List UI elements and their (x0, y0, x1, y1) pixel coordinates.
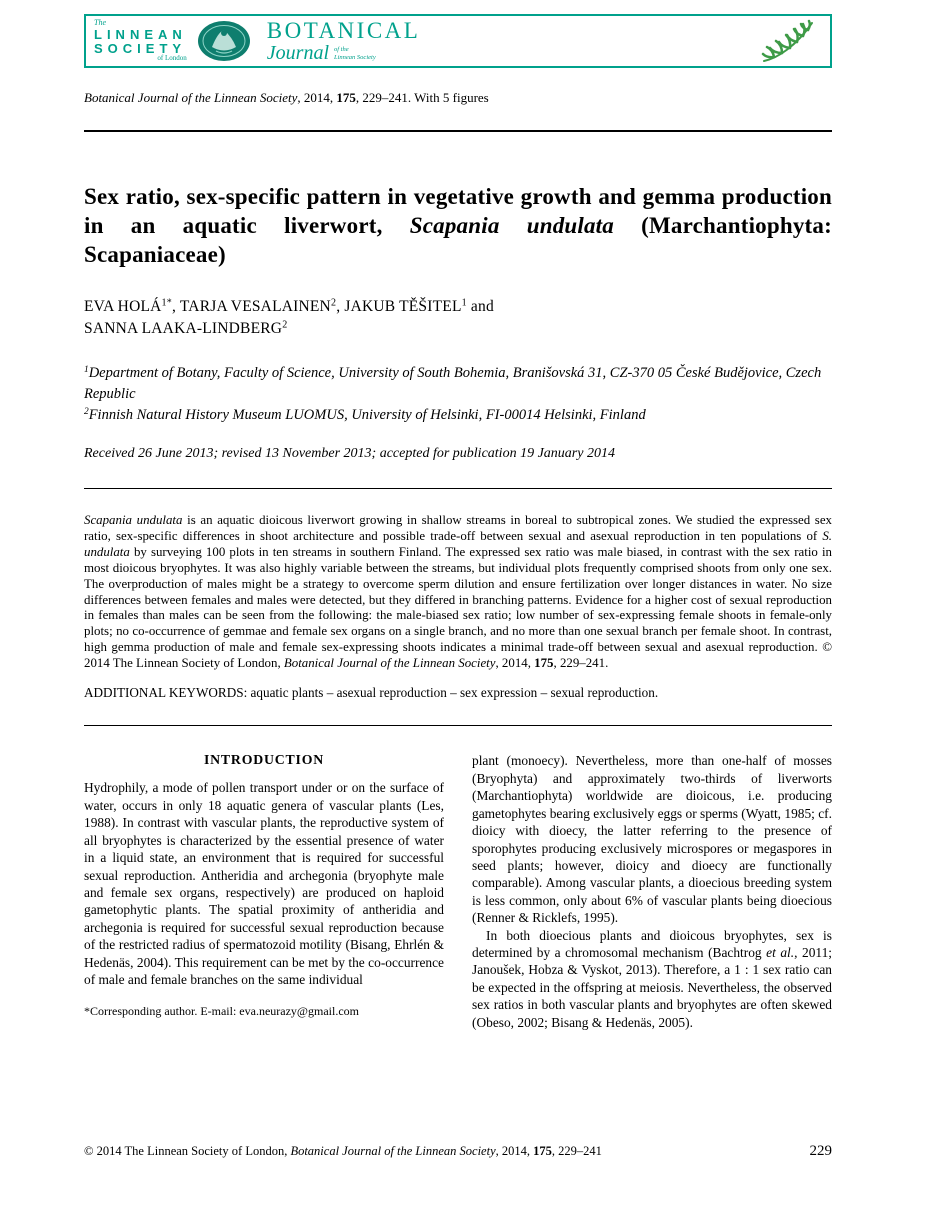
divider-top (84, 130, 832, 132)
corresponding-author-footnote: *Corresponding author. E-mail: eva.neurazy@gmail.com (84, 1004, 359, 1019)
journal-subtitle-small (334, 46, 376, 63)
author-list (84, 296, 832, 341)
divider-body-top (84, 725, 832, 727)
page-number: 229 (809, 1143, 832, 1159)
article-title: Sex ratio, sex-specific pattern in vegetative growth and gemma production in an aquatic liverwort, Scapania undulata (Marchantiophyta: Scapaniaceae) (84, 183, 832, 268)
journal-subtitle-small-line1: of the (334, 46, 349, 54)
affiliation-1: $^1$Department of Botany, Faculty of Science, University of South Bohemia, Branišovská 31, CZ-370 05 České Budějovice, Czech Republic (84, 364, 822, 402)
logo-linnean-label: LINNEAN (94, 26, 187, 42)
received-dates: Received 26 June 2013; revised 13 November 2013; accepted for publication 19 January 2014 (84, 445, 615, 461)
journal-banner (84, 14, 832, 68)
linnean-society-logo-text (94, 19, 187, 62)
abstract: Scapania undulata is an aquatic dioicous liverwort growing in shallow streams in boreal to subtropical zones. We studied the expressed sex ratio, sex-specific differences in shoot architecture and possible trade-off between sexual and asexual reproduction in ten populations of S. undulata by surveying 100 plots in ten streams in southern Finland. The expressed sex ratio was male biased, in contrast with the sex ratio in most dioicous bryophytes. It was also highly variable between the streams, but individual plots frequently comprised shoots from only one sex. The overproduction of males might be a strategy to overcome sperm dilution and ensure fertilization over longer distances in water. No size differences between females and males were detected, but they differed in branching patterns. Evidence for a higher cost of sexual reproduction in females than males can be seen from the following: the male-biased sex ratio; low number of sex-expressing female shoots in female-only plots; no co-occurrence of gemmae and female sex organs on a single branch, and no more than one sexual branch per female shoot. In contrast, high gemma production of male and female sex-expressing shoots indicates a minimal trade-off between sexual and asexual reproduction. © 2014 The Linnean Society of London, Botanical Journal of the Linnean Society, 2014, 175, 229–241. (84, 513, 832, 671)
page-footer (84, 1143, 832, 1160)
linnean-society-logo (94, 19, 251, 62)
intro-paragraph-right-2: In both dioecious plants and dioicous bryophytes, sex is determined by a chromosomal mechanism (Bachtrog et al., 2011; Janoušek, Hobza & Vyskot, 2013). Therefore, a 1 : 1 sex ratio can be expected in the offspring at meiosis. Nevertheless, the observed sex ratios in both vascular plants and bryophytes are often skewed (Obeso, 2002; Bisang & Hedenäs, 2005). (472, 927, 833, 1030)
intro-paragraph-right-1: plant (monoecy). Nevertheless, more than one-half of mosses (Bryophyta) and approximately two-thirds of liverworts (Marchantiophyta) worldwide are dioicous, i.e. producing gametophytes bearing exclusively eggs or sperms (Wyatt, 1985; cf. dioicy with dioecy, the latter referring to the presence of sporophytes producing exclusively microspores or megaspores in seed plants; however, dioicy and dioecy are functionally comparable). Among vascular plants, a dioecious breeding system is less common, only about 6% of vascular plants being dioecious (Renner & Ricklefs, 1995). (472, 753, 832, 926)
journal-subtitle: Journal (266, 42, 329, 64)
affiliations (84, 363, 832, 426)
intro-paragraph-left: Hydrophily, a mode of pollen transport under or on the surface of water, occurs in only 18 aquatic genera of vascular plants (Les, 1988). In contrast with vascular plants, the reproductive system of all bryophytes is characterized by the essential presence of water in a liquid state, an environment that is required for successful sexual reproduction. Antheridia and archegonia (bryophyte male and female sex organs, respectively) are produced on haploid gametophytic plants. The spatial proximity of antheridia and archegonia is required for successful sexual reproduction because of the restricted radius of spermatozoid motility (Bisang, Ehrlén & Hedenäs, 2004). This requirement can be met by the co-occurrence of male and female branches on the same individual (84, 780, 444, 988)
body-columns (84, 752, 832, 1031)
author-line-2: SANNA LAAKA-LINDBERG$^2$ (84, 319, 288, 338)
journal-subtitle-small-line2: Linnean Society (334, 53, 376, 61)
logo-society-label: SOCIETY (94, 40, 187, 56)
divider-abstract-top (84, 488, 832, 490)
affiliation-2: $^2$Finnish Natural History Museum LUOMUS, University of Helsinki, FI-00014 Helsinki, Finland (84, 406, 646, 423)
author-line-1: EVA $HOLÁ^{1*}$, TARJA VESALAINEN$^2$, JAKUB TĚŠITEL$^1$ and (84, 297, 494, 315)
journal-subtitle-row (267, 43, 421, 63)
fern-decoration (760, 18, 820, 64)
logo-of-london-label: of London (157, 54, 187, 63)
running-citation: Botanical Journal of the Linnean Society, 2014, 175, 229–241. With 5 figures (84, 90, 489, 105)
footer-citation: © 2014 The Linnean Society of London, Botanical Journal of the Linnean Society, 2014, 175, 229–241 (84, 1144, 602, 1158)
logo-the-label: The (94, 18, 106, 28)
fern-icon (760, 18, 820, 64)
left-column (84, 752, 444, 1031)
section-heading-introduction: INTRODUCTION (204, 752, 324, 768)
additional-keywords: ADDITIONAL KEYWORDS: aquatic plants – asexual reproduction – sex expression – sexual reproduction. (84, 684, 659, 700)
journal-title: BOTANICAL (266, 18, 421, 43)
linnean-crest-icon (197, 20, 251, 62)
journal-masthead (267, 19, 421, 63)
right-column (472, 752, 832, 1031)
